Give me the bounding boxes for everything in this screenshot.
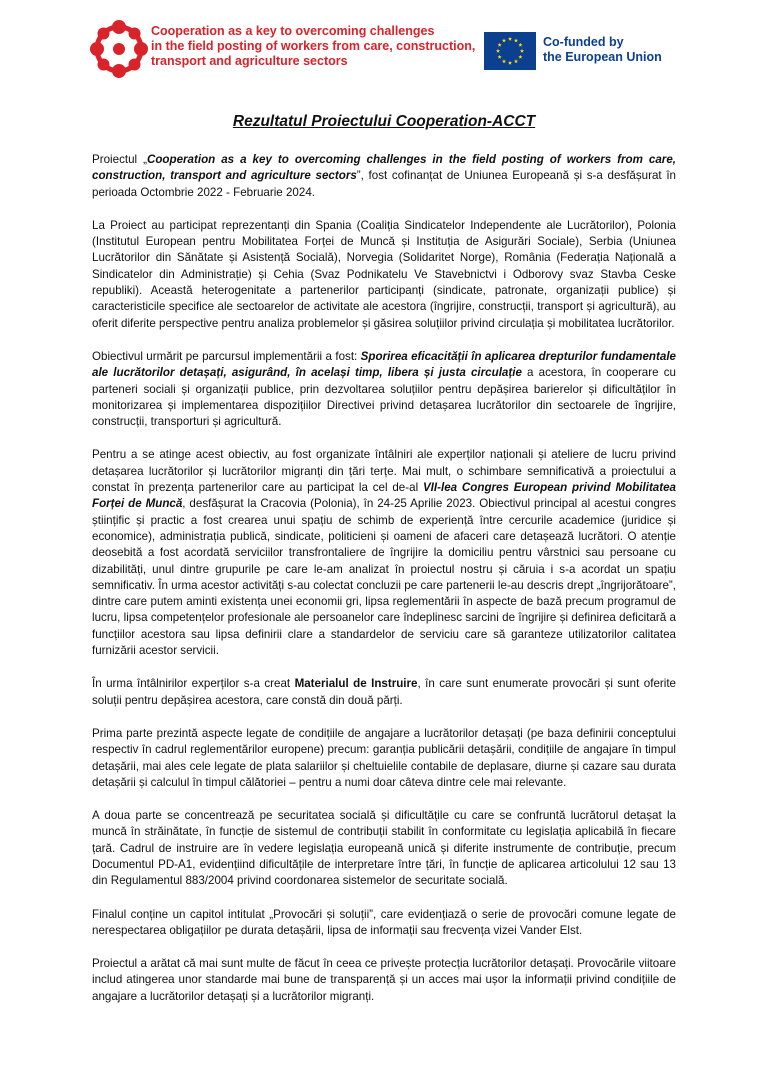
text-run: Pentru a se atinge acest obiectiv, au fost organizate întâlniri ale experților naționali și ateliere de lucru privind detașarea lucrătorilor și lucrătorilor migranți din țări terțe. Mai mult, o schimbare semnificativă a proiectului a constat în prezența partenerilor care au participat la cel de-al <box>92 448 676 495</box>
document-header <box>0 0 768 80</box>
cofunded-line: the European Union <box>543 50 662 64</box>
text-run: Obiectivul urmărit pe parcursul implementării a fost: <box>92 349 361 363</box>
project-name-line: transport and agriculture sectors <box>151 54 348 68</box>
paragraph-conclusion: Proiectul a arătat că mai sunt multe de făcut în ceea ce privește protecția lucrătorilor detașați. Provocările viitoare includ atingerea unor standarde mai bune de transparență și un acces mai ușor la informații privind condițiile de angajare a lucrătorilor detașați și a lucrătorilor migranți. <box>92 957 676 1003</box>
document-title: Rezultatul Proiectului Cooperation-ACCT <box>232 113 536 130</box>
text-run: Proiectul „ <box>92 153 147 166</box>
project-name-line: Cooperation as a key to overcoming challenges <box>151 24 435 38</box>
congress-name: VII-lea Congres European privind Mobilitatea Forței de Muncă <box>92 481 677 511</box>
document-body <box>92 152 676 1022</box>
eu-flag-icon <box>484 32 536 70</box>
paragraph-part-two: A doua parte se concentrează pe securitatea socială și dificultățile cu care se confruntă lucrătorul detașat la muncă în străinătate, în funcție de sistemul de contribuții stabilit în conformitate cu legislația aplicabilă în fiecare țară. Cadrul de instruire are în vedere legislația europeană unică și diferite instrumente de contribuție, precum Documentul PD-A1, evidențiind dificultățile de interpretare între țări, în funcție de aplicarea articolului 12 sau 13 din Regulamentul 883/2004 privind coordonarea sistemelor de securitate socială. <box>92 809 676 888</box>
project-logo-icon <box>90 20 148 78</box>
cofunded-line: Co-funded by <box>543 35 624 49</box>
text-run: a acestora, în cooperare cu parteneri sociali și organizații publice, prin dezvoltarea soluțiilor pentru depășirea barierelor și dificultăților în monitorizarea și implementarea dispozițiilor Directivei privind detașarea lucrătorilor din sectoarele de îngrijire, construcții, transporturi și agricultură. <box>92 366 676 429</box>
paragraph-intro <box>92 152 676 201</box>
training-material-name: Materialul de Instruire <box>294 677 418 691</box>
paragraph-objective <box>92 349 676 430</box>
text-run: În urma întâlnirilor experților s-a creat <box>92 677 295 691</box>
paragraph-participants: La Proiect au participat reprezentanți din Spania (Coaliția Sindicatelor Independente ale Lucrătorilor), Polonia (Institutul European pentru Mobilitatea Forței de Muncă și Instituția de Asigurări Sociale), Serbia (Uniunea Lucrătorilor din Sănătate și Asistență Socială), Norvegia (Solidaritet Norge), România (Federația Națională a Sindicatelor din Administrație) și Cehia (Svaz Podnikatelu Ve Stavebnictvi i Odborovy svaz Stavba Ceske republiki). Această heterogenitate a partenerilor participanți (sindicate, patronate, organizații publice) și caracteristicile specifice ale sectoarelor de activitate ale acestora (îngrijire, construcții, transport și agricultură), au oferit diferite perspective pentru analiza problemelor și găsirea soluțiilor privind circulația și mobilitatea lucrătorilor. <box>92 218 676 330</box>
paragraph-final-chapter: Finalul conține un capitol intitulat „Provocări și soluții”, care evidențiază o serie de provocări comune legate de nerespectarea obligațiilor pe durata detașării, lipsa de informații sau frecvența vizei Vander Elst. <box>92 907 676 937</box>
text-run: ”, fost cofinanțat de Uniunea Europeană și s-a desfășurat în perioada Octombrie 2022 - Februarie 2024. <box>92 169 676 199</box>
project-name <box>151 24 481 69</box>
cofunded-label <box>543 35 703 65</box>
paragraph-part-one: Prima parte prezintă aspecte legate de condițiile de angajare a lucrătorilor detașați (pe baza definirii conceptului respectiv în cadrul reglementărilor europene) precum: garanția publicării detașării, condițiile de angajare în timpul detașării, mai ales cele legate de plata salariilor și cheltuielile contabile de deplasare, diurne și cazare sau durata detașării și calculul în timpul călătoriei – pentru a numi doar câteva dintre cele mai relevante. <box>92 726 676 789</box>
project-name-line: in the field posting of workers from care, construction, <box>151 39 476 53</box>
paragraph-activities <box>92 447 676 659</box>
text-run: , în care sunt enumerate provocări și sunt oferite soluții pentru depășirea acestora, care constă din două părți. <box>92 677 676 707</box>
paragraph-training-material <box>92 676 676 709</box>
project-full-name: Cooperation as a key to overcoming challenges in the field posting of workers from care, construction, transport and agriculture sectors <box>92 153 676 183</box>
text-run: , desfășurat la Cracovia (Polonia), în 24-25 Aprilie 2023. Obiectivul principal al acestui congres științific și practic a fost crearea unui spațiu de schimb de experiență între cercurile academice (juridice și economice), administrația publică, sindicate, politicieni și oameni de afaceri care detașează lucrători. O atenție deosebită a fost acordată serviciilor transfrontaliere de îngrijire la domiciliu pentru vârstnici sau persoane cu dizabilități, unul dintre grupurile pe care le-am analizat în proiectul nostru și căruia i s-a acordat un spațiu semnificativ. În urma acestor activități s-au colectat concluzii pe care partenerii le-au descris drept „îngrijorătoare”, dintre care putem aminti existența unei economii gri, lipsa reglementării în aspecte de bază precum programul de lucru, lipsa competențelor profesionale ale persoanelor care îndeplinesc sarcini de îngrijire și definirea deficitară a funcțiilor acestora sau lipsa definirii clare a standardelor de serviciu care să garanteze utilizatorilor calitatea furnizării acestor servicii. <box>92 497 676 658</box>
objective-statement: Sporirea eficacității în aplicarea drepturilor fundamentale ale lucrătorilor detașați, asigurând, în același timp, libera și justa circulație <box>92 349 676 380</box>
